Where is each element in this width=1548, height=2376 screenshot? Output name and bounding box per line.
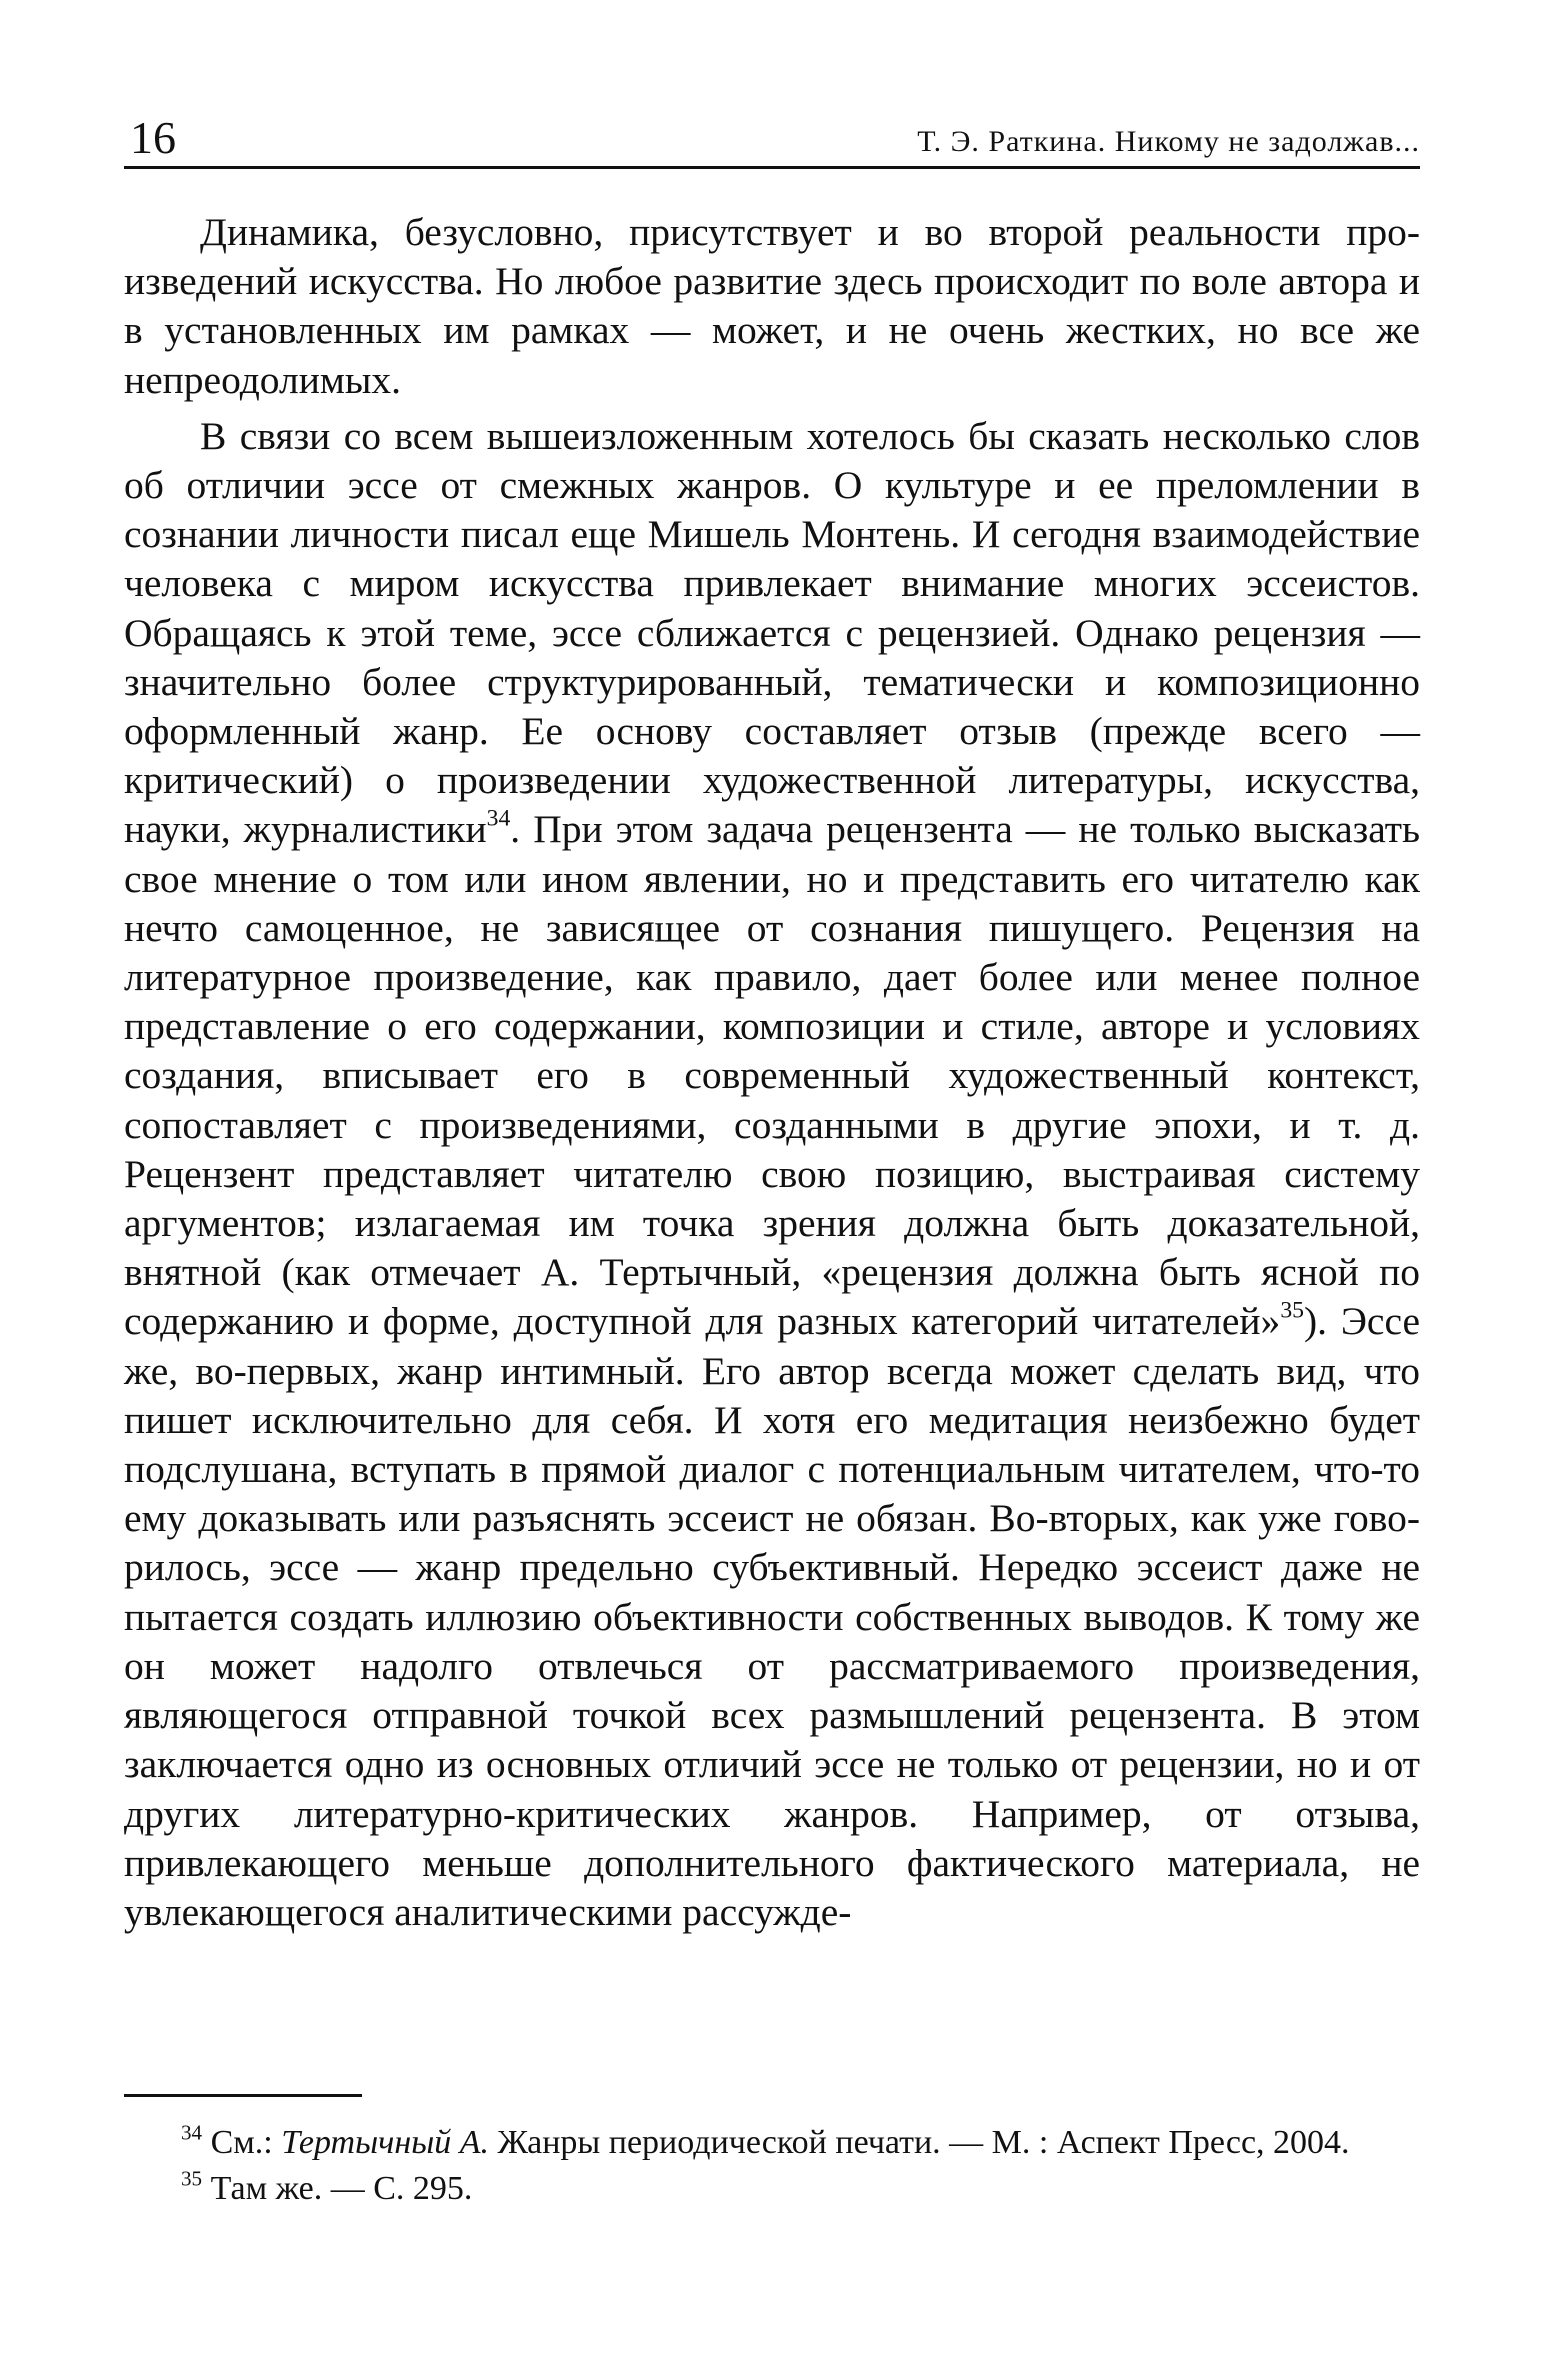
running-head: Т. Э. Раткина. Никому не задолжав...	[917, 125, 1420, 158]
footnote-number: 34	[181, 2120, 203, 2145]
paragraph-1: Динамика, безусловно, присутствует и во второй реальности произведений искусства. Но любое развитие здесь происходит по воле автора и в установленных им рамках — может, и не очень жестких, но все же непреодолимых.	[124, 210, 1420, 402]
footnote-number: 35	[181, 2166, 203, 2191]
paragraph-2-part-1: В связи со всем вышеизложенным хотелось бы сказать несколько слов об отличии эссе от смежных жанров. О культуре и ее преломлении в сознании личности писал еще Мишель Монтень. И сегодня взаимодействие человека с миром искусства привлекает внимание многих эссеистов. Обращаясь к этой теме, эссе сближается с рецензией. Однако рецензия — значительно более структурированный, тематически и композиционно оформленный жанр. Ее основу составляет отзыв (прежде всего — критический) о произведении художественной литературы, искусства, науки, журналистики	[124, 413, 1420, 852]
main-text	[124, 208, 1420, 1937]
header-rule	[124, 166, 1420, 169]
paragraph-2	[124, 412, 1420, 1937]
footnote-prefix: См.:	[210, 2124, 273, 2161]
footnote-34	[124, 2120, 1420, 2166]
footnote-35	[124, 2166, 1420, 2212]
footnote-text: Там же. — С. 295.	[210, 2170, 473, 2207]
footnote-ref-35[interactable]: 35	[1280, 1297, 1304, 1324]
paragraph-2-part-2: . При этом задача рецензента — не только высказать свое мнение о том или ином явлении, но и представить его читателю как нечто самоценное, не зависящее от сознания пишущего. Рецензия на литературное произведение, как правило, дает более или менее полное представление о его содержании, композиции и стиле, авторе и условиях создания, вписывает его в современный художественный контекст, сопоставляет с произведениями, созданными в другие эпохи, и т. д. Рецензент представляет читателю свою позицию, выстраивая систему аргументов; излагаемая им точка зрения должна быть доказательной, внятной (как отмечает А. Тертычный, «рецензия должна быть ясной по содержанию и форме, доступной для разных категорий читателей»	[124, 807, 1420, 1344]
footnotes	[124, 2120, 1420, 2212]
footnote-author: Тертычный А.	[281, 2124, 490, 2161]
page-header	[124, 108, 1420, 168]
page-number: 16	[130, 112, 176, 163]
footnote-rule	[124, 2094, 362, 2097]
footnote-ref-34[interactable]: 34	[486, 805, 511, 832]
paragraph-2-part-3: ). Эссе же, во-первых, жанр интимный. Его автор всегда может сделать вид, что пишет исключительно для себя. И хотя его медитация неизбежно будет подслушана, вступать в прямой диалог с потенциальным читателем, что-то ему доказывать или разъяснять эссеист не обязан. Во-вторых, как уже говорилось, эссе — жанр предельно субъективный. Нередко эссеист даже не пытается создать иллюзию объективности собственных выводов. К тому же он может надолго отвлечься от рассматриваемого произведения, являющегося отправной точкой всех размышлений рецензента. В этом заключается одно из основных отличий эссе не только от рецензии, но и от других литературно-критических жанров. Например, от отзыва, привлекающего меньше дополнительного фактического материала, не увлекающегося аналитическими рассужде-	[124, 1299, 1421, 1934]
footnote-text: Жанры периодической печати. — М. : Аспект Пресс, 2004.	[497, 2124, 1350, 2161]
